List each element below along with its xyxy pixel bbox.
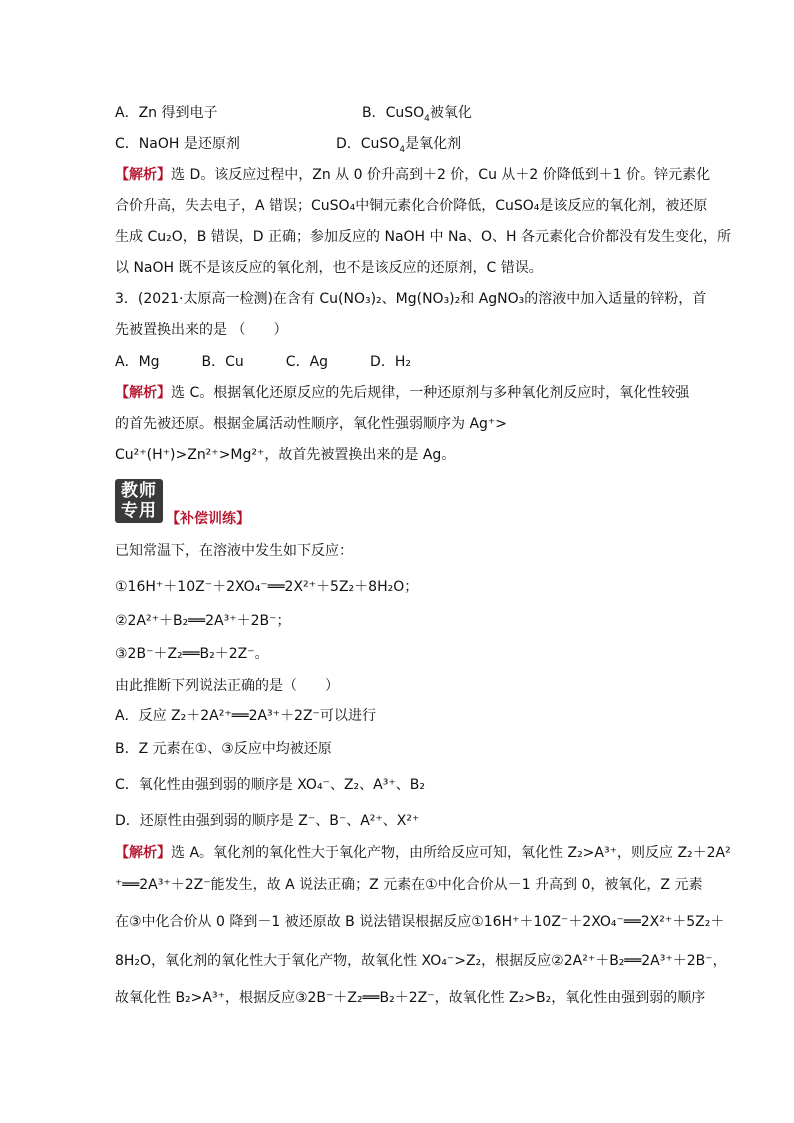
q3-analysis-line-1: 【解析】选 C。根据氧化还原反应的先后规律，一种还原剂与多种氧化剂反应时，氧化性较强 [115, 385, 690, 401]
supp-analysis-line-5: 故氧化性 B₂>A³⁺，根据反应③2B⁻＋Z₂══B₂＋2Z⁻，故氧化性 Z₂>B₂，氧化性由强到弱的顺序 [115, 990, 706, 1006]
supplement-title: 【补偿训练】 [166, 511, 250, 527]
supp-analysis-line-1: 【解析】选 A。氧化剂的氧化性大于氧化产物，由所给反应可知，氧化性 Z₂>A³⁺，则反应 Z₂＋2A² [115, 845, 731, 861]
q2-analysis-line-4: 以 NaOH 既不是该反应的氧化剂，也不是该反应的还原剂，C 错误。 [115, 260, 543, 276]
analysis-tag: 【解析】 [115, 167, 171, 183]
supplement-option-b: B．Z 元素在①、③反应中均被还原 [115, 741, 332, 757]
q3-options: A．Mg B．Cu C．Ag D．H₂ [115, 354, 411, 370]
analysis-tag: 【解析】 [115, 845, 171, 861]
q2-analysis-line-1: 【解析】选 D。该反应过程中，Zn 从 0 价升高到＋2 价，Cu 从＋2 价降低到＋1 价。锌元素化 [115, 167, 711, 183]
supp-analysis-line-3: 在③中化合价从 0 降到－1 被还原故 B 说法错误根据反应①16H⁺＋10Z⁻＋2XO₄⁻══2X²⁺＋5Z₂＋ [115, 914, 725, 930]
supplement-option-c: C．氧化性由强到弱的顺序是 XO₄⁻、Z₂、A³⁺、B₂ [115, 777, 425, 793]
q2-option-d: D．CuSO$_4$是氧化剂 [336, 136, 462, 155]
q3-stem-line-2: 先被置换出来的是 （ ） [115, 322, 288, 338]
q2-analysis-line-2: 合价升高，失去电子，A 错误；CuSO₄中铜元素化合价降低，CuSO₄是该反应的氧化剂，被还原 [115, 198, 708, 214]
supplement-intro: 已知常温下，在溶液中发生如下反应： [115, 543, 353, 559]
reaction-1: ①16H⁺＋10Z⁻＋2XO₄⁻══2X²⁺＋5Z₂＋8H₂O； [115, 579, 419, 595]
q2-option-b: B．CuSO$_4$被氧化 [362, 105, 472, 124]
q2-analysis-line-3: 生成 Cu₂O，B 错误，D 正确；参加反应的 NaOH 中 Na、O、H 各元素化合价都没有发生变化，所 [115, 229, 732, 245]
supplement-option-d: D．还原性由强到弱的顺序是 Z⁻、B⁻、A²⁺、X²⁺ [115, 813, 420, 829]
reaction-3: ③2B⁻＋Z₂══B₂＋2Z⁻。 [115, 646, 269, 662]
q3-stem-line-1: 3．(2021·太原高一检测)在含有 Cu(NO₃)₂、Mg(NO₃)₂和 AgNO₃的溶液中加入适量的锌粉，首 [115, 291, 707, 307]
q2-option-a: A．Zn 得到电子 [115, 105, 218, 121]
reaction-2: ②2A²⁺＋B₂══2A³⁺＋2B⁻； [115, 613, 291, 629]
supplement-option-a: A．反应 Z₂＋2A²⁺══2A³⁺＋2Z⁻可以进行 [115, 708, 376, 724]
analysis-tag: 【解析】 [115, 385, 171, 401]
teacher-only-badge: 教师 专用 [115, 479, 163, 523]
supp-analysis-line-2: ⁺══2A³⁺＋2Z⁻能发生，故 A 说法正确；Z 元素在①中化合价从－1 升高到 0，被氧化，Z 元素 [115, 877, 703, 893]
q3-analysis-line-3: Cu²⁺(H⁺)>Zn²⁺>Mg²⁺，故首先被置换出来的是 Ag。 [115, 447, 456, 463]
supplement-question: 由此推断下列说法正确的是（ ） [115, 678, 339, 694]
q2-option-c: C．NaOH 是还原剂 [115, 136, 240, 152]
supp-analysis-line-4: 8H₂O，氧化剂的氧化性大于氧化产物，故氧化性 XO₄⁻>Z₂，根据反应②2A²⁺＋B₂══2A³⁺＋2B⁻， [115, 953, 727, 969]
q3-analysis-line-2: 的首先被还原。根据金属活动性顺序，氧化性强弱顺序为 Ag⁺> [115, 416, 508, 432]
